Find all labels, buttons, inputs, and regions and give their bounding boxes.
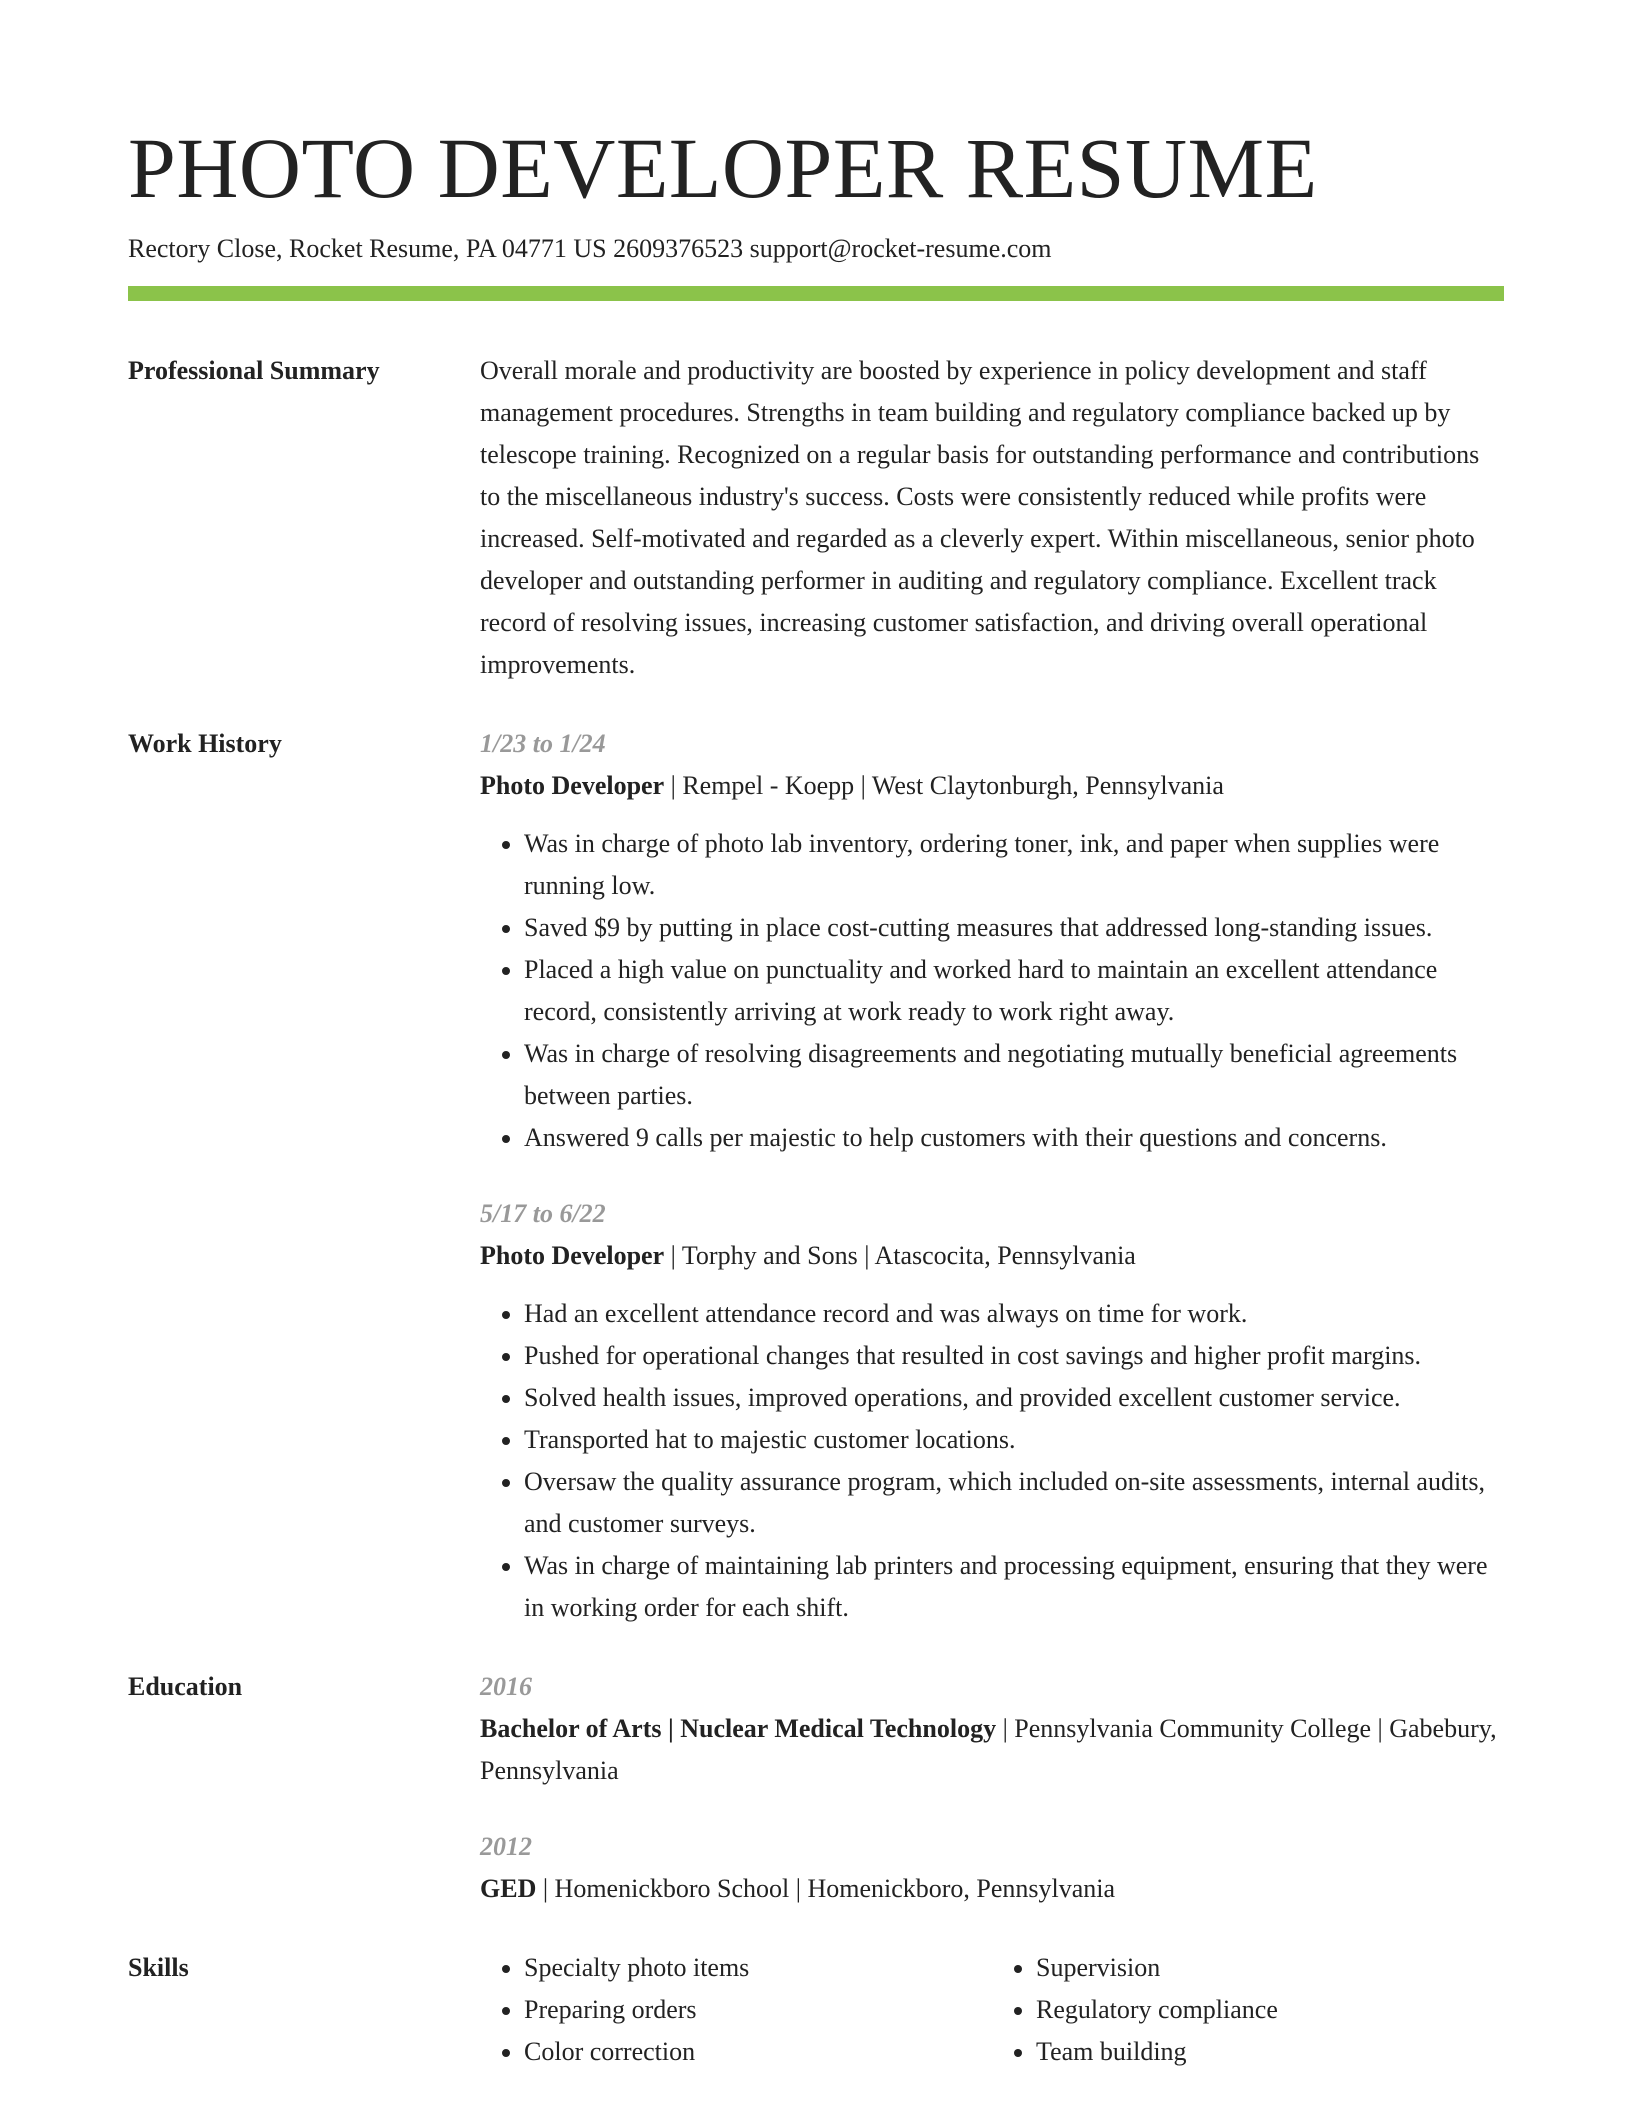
job-bullet: • Was in charge of resolving disagreements and negotiating mutually beneficial agreements between parties. (524, 1033, 1504, 1117)
degree-title: GED (480, 1874, 537, 1903)
work-history-section (128, 723, 1504, 1629)
job-bullet: • Answered 9 calls per majestic to help customers with their questions and concerns. (524, 1117, 1504, 1159)
degree-title: Bachelor of Arts | Nuclear Medical Technology (480, 1714, 997, 1743)
job-entry (480, 723, 1504, 1159)
skills-list (480, 1947, 1504, 2073)
job-heading (480, 1235, 1504, 1277)
skill-item: • Preparing orders (524, 1989, 992, 2031)
education-entry (480, 1826, 1504, 1910)
education-section (128, 1666, 1504, 1910)
section-heading: Professional Summary (128, 356, 380, 385)
job-bullet: • Pushed for operational changes that resulted in cost savings and higher profit margins. (524, 1335, 1504, 1377)
summary-section (128, 350, 1504, 686)
education-year: 2016 (480, 1672, 532, 1701)
skill-item: • Specialty photo items (524, 1947, 992, 1989)
education-details: | Homenickboro School | Homenickboro, Pennsylvania (536, 1874, 1116, 1903)
job-bullets (480, 1293, 1504, 1629)
job-bullet: • Had an excellent attendance record and was always on time for work. (524, 1293, 1504, 1335)
job-bullet: • Solved health issues, improved operations, and provided excellent customer service. (524, 1377, 1504, 1419)
job-dates: 1/23 to 1/24 (480, 729, 606, 758)
skills-column-right (992, 1947, 1504, 2073)
job-bullet: • Oversaw the quality assurance program, which included on-site assessments, internal audits, and customer surveys. (524, 1461, 1504, 1545)
skill-item: • Color correction (524, 2031, 992, 2073)
job-entry (480, 1193, 1504, 1629)
job-bullet: • Placed a high value on punctuality and worked hard to maintain an excellent attendance record, consistently arriving at work ready to work right away. (524, 949, 1504, 1033)
job-details: | Rempel - Koepp | West Claytonburgh, Pennsylvania (664, 771, 1224, 800)
education-heading (480, 1868, 1504, 1910)
skills-column-left (480, 1947, 992, 2073)
job-bullets (480, 823, 1504, 1159)
job-dates: 5/17 to 6/22 (480, 1199, 606, 1228)
job-bullet: • Transported hat to majestic customer locations. (524, 1419, 1504, 1461)
section-heading: Education (128, 1672, 243, 1701)
job-title: Photo Developer (480, 1241, 665, 1270)
job-details: | Torphy and Sons | Atascocita, Pennsylvania (664, 1241, 1136, 1270)
skill-item: • Team building (1036, 2031, 1504, 2073)
section-heading: Work History (128, 729, 282, 758)
skills-section (128, 1947, 1504, 2073)
skill-item: • Supervision (1036, 1947, 1504, 1989)
education-heading (480, 1708, 1504, 1792)
job-title: Photo Developer (480, 771, 665, 800)
education-details: | Pennsylvania Community College | Gabebury, Pennsylvania (480, 1714, 1497, 1785)
resume-content (128, 350, 1504, 2110)
job-bullet: • Saved $9 by putting in place cost-cutting measures that addressed long-standing issues. (524, 907, 1504, 949)
job-bullet: • Was in charge of photo lab inventory, ordering toner, ink, and paper when supplies were running low. (524, 823, 1504, 907)
education-entry (480, 1666, 1504, 1792)
summary-text: Overall morale and productivity are boosted by experience in policy development and staff management procedures. Strengths in team building and regulatory compliance backed up by telescope training. Recognized on a regular basis for outstanding performance and contributions to the miscellaneous industry's success. Costs were consistently reduced while profits were increased. Self-motivated and regarded as a cleverly expert. Within miscellaneous, senior photo developer and outstanding performer in auditing and regulatory compliance. Excellent track record of resolving issues, increasing customer satisfaction, and driving overall operational improvements. (480, 356, 1480, 679)
skill-item: • Regulatory compliance (1036, 1989, 1504, 2031)
job-bullet: • Was in charge of maintaining lab printers and processing equipment, ensuring that they were in working order for each shift. (524, 1545, 1504, 1629)
contact-info: Rectory Close, Rocket Resume, PA 04771 US 2609376523 support@rocket-resume.com (128, 234, 1052, 263)
section-heading: Skills (128, 1953, 189, 1982)
header-divider (128, 286, 1504, 301)
job-heading (480, 765, 1504, 807)
resume-title: PHOTO DEVELOPER RESUME (128, 120, 1318, 216)
education-year: 2012 (480, 1832, 532, 1861)
